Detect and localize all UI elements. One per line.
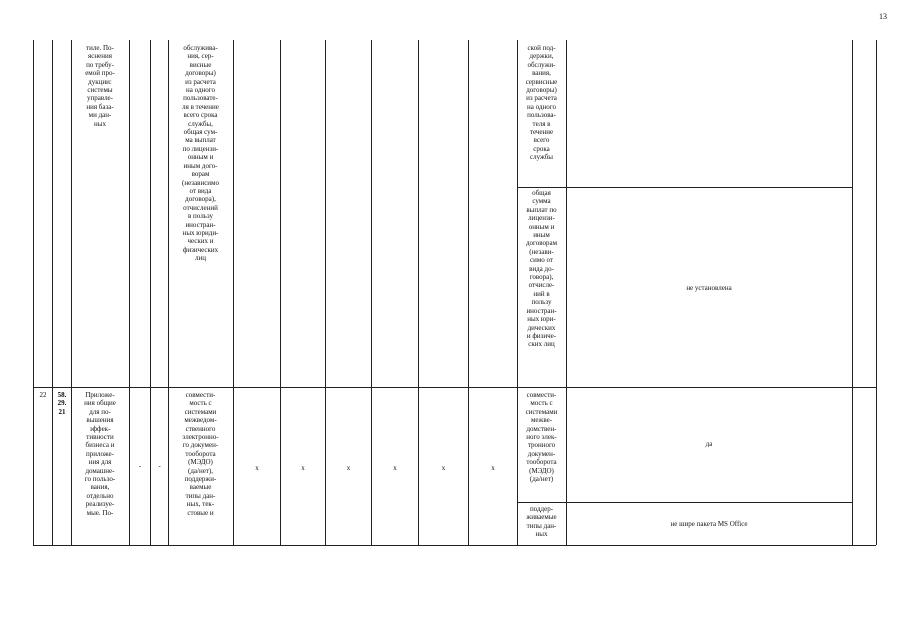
characteristic-value-a: да	[705, 440, 713, 448]
x-mark: x	[441, 464, 446, 472]
characteristic-name-a: ской под- держки, обслужи- вания, сервисные договоры) из расчета на одного пользова- теля в течение всего срока службы	[525, 44, 558, 162]
characteristic-text: обслужива- ния, сер- висные договоры) из расчета на одного пользовате- ля в течение всего срока службы, общая сум- ма выплат по лицензи- онным и иным дого- ворам (независимо от вида договора), отчислений в пользу иностран- ных юриди- ческих и физических лиц	[182, 44, 219, 263]
x-mark: x	[346, 464, 351, 472]
grid-vline	[876, 40, 877, 545]
dash-mark: -	[138, 462, 142, 470]
x-mark: x	[393, 464, 397, 472]
x-mark: x	[491, 464, 495, 472]
x-mark: x	[255, 464, 259, 472]
row-number: 22	[39, 391, 47, 399]
characteristic-value-b: не установлена	[686, 284, 732, 292]
characteristic-name-a: совмести- мость с системами межве- домствен- ного элек- тронного докумен- тооборота (МЭДО) (да/нет)	[525, 391, 558, 484]
product-explanation-text: тиле. По- яснения по требу- емой про- дукции: системы управле- ния база- ми дан- ных	[85, 44, 115, 128]
characteristic-value-b: не шире пакета MS Office	[670, 520, 748, 528]
grid-vline	[33, 40, 34, 545]
x-mark: x	[301, 464, 305, 472]
grid-hline	[517, 502, 852, 503]
grid-hline	[33, 545, 876, 546]
grid-hline	[517, 187, 852, 188]
dash-mark: -	[158, 462, 161, 470]
characteristic-text: совмести- мость с системами межведом- ственного электронно- го докумен- тооборота (МЭДО) (да/нет), поддержи- ваемые типы дан- ных, тек- стовые и	[182, 391, 219, 517]
characteristic-name-b: поддер- живаемые типы дан- ных	[526, 505, 557, 539]
grid-vline	[52, 40, 53, 545]
grid-hline	[33, 387, 876, 388]
grid-vline	[566, 40, 567, 545]
okpd-code: 58. 29. 21	[57, 391, 67, 416]
characteristic-name-b: общая сумма выплат по лицензи- онным и иным договорам (незави- симо от вида до- говора), отчисле- ний в пользу иностран- ных юри- дических и физиче- ских лиц	[525, 189, 558, 349]
product-name: Приложе- ния общие для по- вышения эффек- тивности бизнеса и приложе- ния для домашне- го пользо- вания, отдельно реализуе- мые. По-	[84, 391, 116, 517]
page-number: 13	[879, 12, 887, 21]
grid-vline	[852, 40, 853, 545]
